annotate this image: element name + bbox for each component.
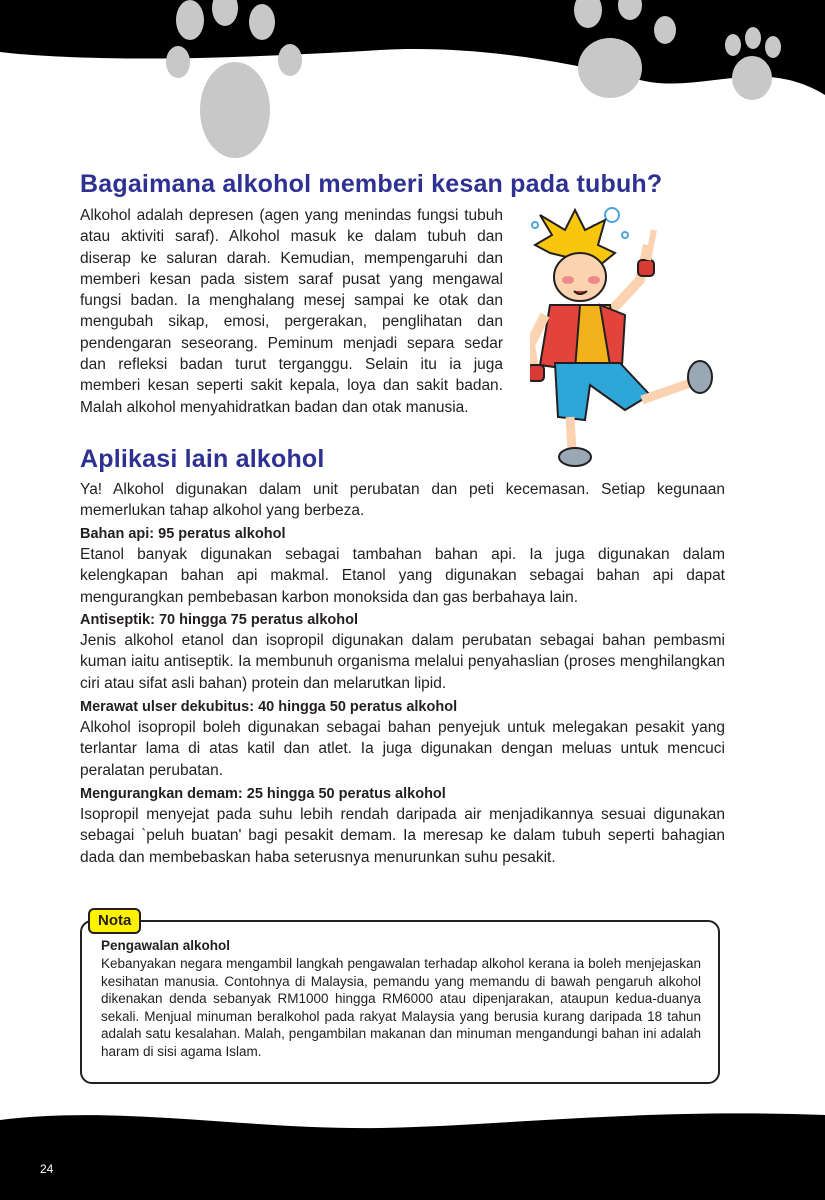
page-number: 24 bbox=[40, 1162, 54, 1176]
application-text: Jenis alkohol etanol dan isopropil digunakan dalam perubatan sebagai bahan pembasmi kuman iaitu antiseptik. Ia membunuh organisma melalui penyahaslian (proses menghilangkan ciri atau sifat asli bahan) protein dan melarutkan lipid. bbox=[80, 632, 725, 692]
application-title: Mengurangkan demam: 25 hingga 50 peratus alkohol bbox=[80, 786, 446, 802]
application-item bbox=[80, 697, 725, 781]
application-title: Antiseptik: 70 hingga 75 peratus alkohol bbox=[80, 612, 358, 628]
applications-intro: Ya! Alkohol digunakan dalam unit perubatan dan peti kecemasan. Setiap kegunaan memerlukan tahap alkohol yang berbeza. bbox=[80, 481, 725, 520]
nota-text: Kebanyakan negara mengambil langkah pengawalan terhadap alkohol kerana ia boleh menjejaskan kesihatan manusia. Contohnya di Malaysia, pemandu yang memandu di bawah pengaruh alkohol dikenakan denda sebanyak RM1000 hingga RM6000 atau dipenjarakan, ataupun kedua-duanya sekali. Menjual minuman beralkohol pada rakyat Malaysia yang berusia kurang daripada 18 tahun adalah satu kesalahan. Malah, pengambilan makanan dan minuman mengandungi bahan ini adalah haram di sisi agama Islam. bbox=[101, 956, 701, 1059]
application-title: Merawat ulser dekubitus: 40 hingga 50 peratus alkohol bbox=[80, 699, 458, 715]
section-heading-effects: Bagaimana alkohol memberi kesan pada tubuh? bbox=[80, 170, 663, 198]
nota-title: Pengawalan alkohol bbox=[101, 938, 231, 953]
application-item bbox=[80, 784, 725, 868]
application-text: Etanol banyak digunakan sebagai tambahan bahan api. Ia juga digunakan dalam kelengkapan bahan api makmal. Etanol yang digunakan sebagai bahan api dapat mengurangkan pembebasan karbon monoksida dan gas berbahaya lain. bbox=[80, 546, 725, 606]
bottom-wave-decoration bbox=[0, 1100, 825, 1200]
application-text: Isopropil menyejat pada suhu lebih rendah daripada air menjadikannya sesuai digunakan sebagai `peluh buatan' bagi pesakit demam. Ia meresap ke dalam tubuh seperti bahagian dada dan membebaskan haba seterusnya menurunkan suhu pesakit. bbox=[80, 806, 725, 866]
application-title: Bahan api: 95 peratus alkohol bbox=[80, 526, 286, 542]
top-wave-decoration bbox=[0, 0, 825, 175]
nota-tag: Nota bbox=[88, 908, 141, 934]
application-item bbox=[80, 610, 725, 694]
application-text: Alkohol isopropil boleh digunakan sebagai bahan penyejuk untuk melegakan pesakit yang terlantar lama di atas katil dan atlet. Ia juga digunakan dengan meluas untuk mencuci peralatan perubatan. bbox=[80, 719, 725, 779]
section-heading-applications: Aplikasi lain alkohol bbox=[80, 445, 325, 473]
dizzy-boy-illustration bbox=[530, 205, 725, 470]
application-item bbox=[80, 524, 725, 608]
intro-paragraph: Alkohol adalah depresen (agen yang menindas fungsi tubuh atau aktiviti saraf). Alkohol masuk ke dalam tubuh dan diserap ke saluran darah. Kemudian, mempengaruhi dan memberi kesan pada sistem saraf pusat yang mengawal fungsi badan. Ia menghalang mesej sampai ke otak dan mengubah sikap, emosi, pergerakan, penglihatan dan pendengaran seseorang. Peminum menjadi separa sedar dan refleksi badan turut terganggu. Selain itu ia juga memberi kesan seperti sakit kepala, loya dan sakit badan. Malah alkohol menyahidratkan badan dan otak manusia. bbox=[80, 207, 503, 416]
applications-intro-block bbox=[80, 479, 725, 522]
